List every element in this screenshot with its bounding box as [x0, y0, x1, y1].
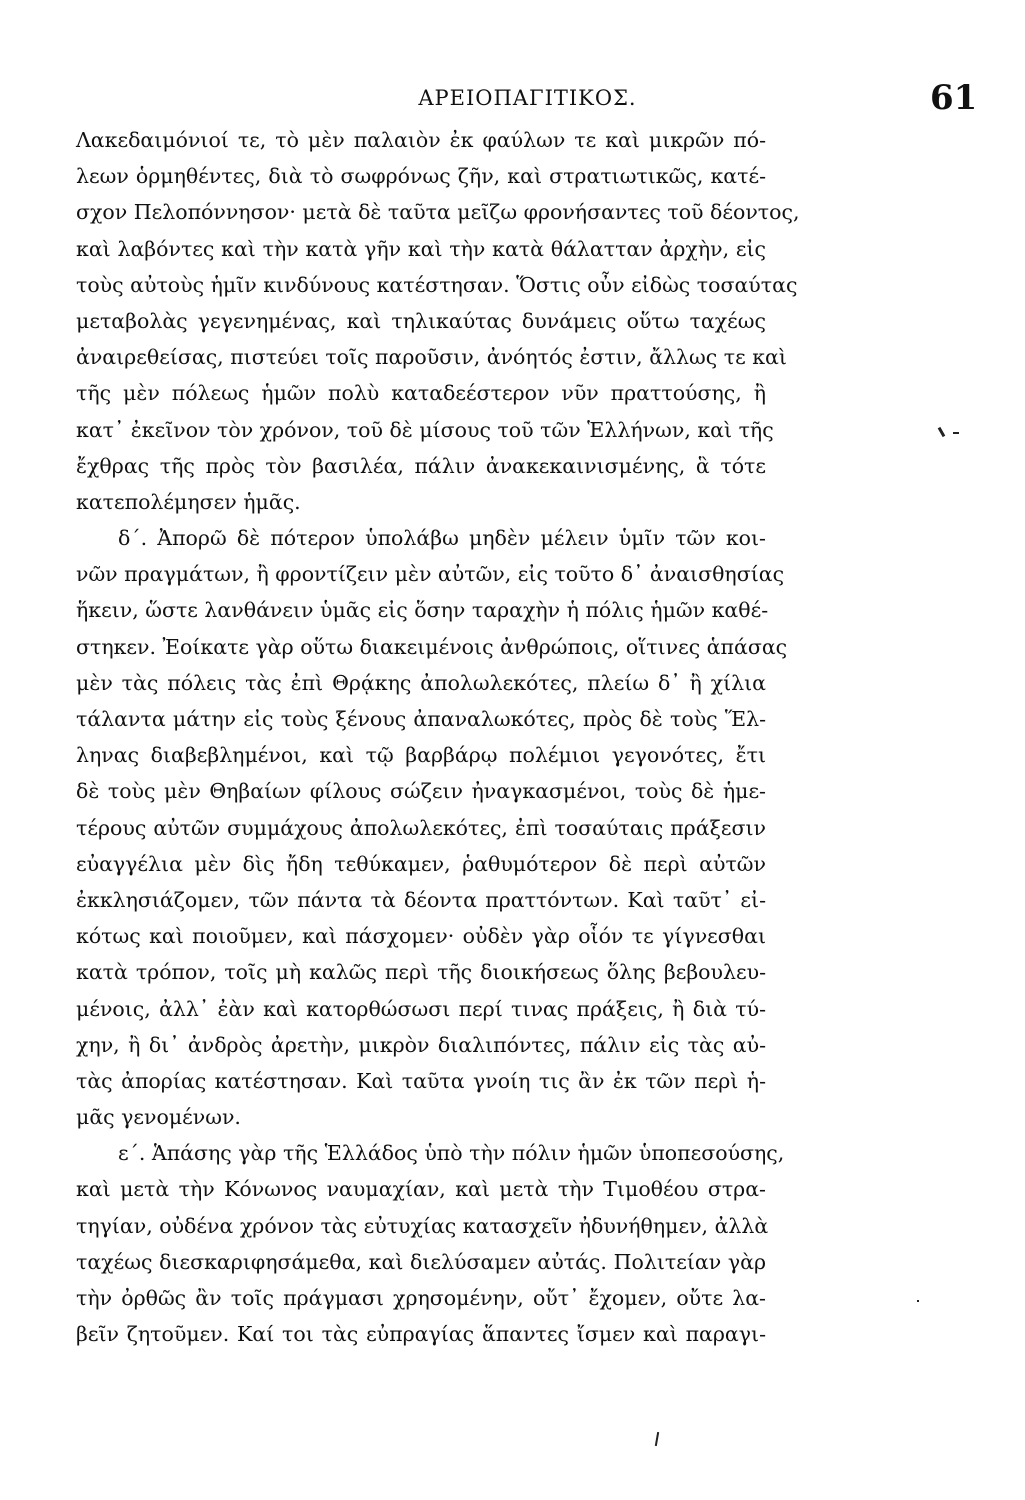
text-line: κατὰ τρόπον, τοῖς μὴ καλῶς περὶ τῆς διοικήσεως ὅλης βεβουλευ- — [76, 960, 766, 985]
margin-mark — [953, 432, 959, 434]
text-line: κατ᾽ ἐκεῖνον τὸν χρόνον, τοῦ δὲ μίσους τοῦ τῶν Ἑλλήνων, καὶ τῆς — [76, 417, 774, 442]
text-line: Λακεδαιμόνιοί τε, τὸ μὲν παλαιὸν ἐκ φαύλων τε καὶ μικρῶν πό- — [76, 128, 766, 152]
running-title: ΑΡΕΙΟΠΑΓΙΤΙΚΟΣ. — [418, 86, 637, 110]
page-number: 61 — [930, 78, 978, 118]
text-line: ταχέως διεσκαριφησάμεθα, καὶ διελύσαμεν αὐτάς. Πολιτείαν γὰρ — [76, 1249, 766, 1274]
body-text — [76, 122, 800, 1352]
text-line: δ΄. Ἀπορῶ δὲ πότερον ὑπολάβω μηδὲν μέλειν ὑμῖν τῶν κοι- — [118, 526, 766, 551]
margin-mark — [917, 1300, 919, 1302]
text-line: καὶ λαβόντες καὶ τὴν κατὰ γῆν καὶ τὴν κατὰ θάλατταν ἀρχὴν, εἰς — [76, 236, 766, 261]
text-line: μᾶς γενομένων. — [76, 1105, 241, 1130]
text-line: τάλαντα μάτην εἰς τοὺς ξένους ἀπαναλωκότες, πρὸς δὲ τοὺς Ἕλ- — [76, 707, 766, 731]
text-line: ἀναιρεθείσας, πιστεύει τοῖς παροῦσιν, ἀνόητός ἐστιν, ἄλλως τε καὶ — [76, 345, 787, 370]
text-line: κατεπολέμησεν ἡμᾶς. — [76, 489, 301, 514]
text-line: μὲν τὰς πόλεις τὰς ἐπὶ Θρᾴκης ἀπολωλεκότες, πλείω δ᾽ ἢ χίλια — [76, 670, 766, 695]
text-line: ἐκκλησιάζομεν, τῶν πάντα τὰ δέοντα πραττόντων. Καὶ ταῦτ᾽ εἰ- — [76, 887, 766, 912]
text-line: στηκεν. Ἐοίκατε γὰρ οὕτω διακειμένοις ἀνθρώποις, οἵτινες ἁπάσας — [76, 634, 788, 659]
text-line: κότως καὶ ποιοῦμεν, καὶ πάσχομεν· οὐδὲν γὰρ οἷόν τε γίγνεσθαι — [76, 924, 766, 949]
text-line: χην, ἢ δι᾽ ἀνδρὸς ἀρετὴν, μικρὸν διαλιπόντες, πάλιν εἰς τὰς αὐ- — [76, 1032, 766, 1057]
text-line: βεῖν ζητοῦμεν. Καί τοι τὰς εὐπραγίας ἅπαντες ἴσμεν καὶ παραγι- — [76, 1322, 766, 1347]
text-line: ε΄. Ἁπάσης γὰρ τῆς Ἑλλάδος ὑπὸ τὴν πόλιν ἡμῶν ὑποπεσούσης, — [118, 1141, 785, 1166]
text-line: ληνας διαβεβλημένοι, καὶ τῷ βαρβάρῳ πολέμιοι γεγονότες, ἔτι — [76, 743, 766, 768]
text-line: τέρους αὐτῶν συμμάχους ἀπολωλεκότες, ἐπὶ τοσαύταις πράξεσιν — [76, 815, 766, 840]
text-line: μεταβολὰς γεγενημένας, καὶ τηλικαύτας δυνάμεις οὕτω ταχέως — [76, 308, 766, 333]
text-line: εὐαγγέλια μὲν δὶς ἤδη τεθύκαμεν, ῥαθυμότερον δὲ περὶ αὐτῶν — [76, 851, 766, 876]
text-line: τὴν ὀρθῶς ἂν τοῖς πράγμασι χρησομένην, οὔτ᾽ ἔχομεν, οὔτε λα- — [76, 1286, 766, 1310]
text-line: νῶν πραγμάτων, ἢ φροντίζειν μὲν αὐτῶν, εἰς τοῦτο δ᾽ ἀναισθησίας — [76, 562, 785, 587]
text-line: τὰς ἀπορίας κατέστησαν. Καὶ ταῦτα γνοίη τις ἂν ἐκ τῶν περὶ ἡ- — [76, 1068, 766, 1093]
text-line: ἥκειν, ὥστε λανθάνειν ὑμᾶς εἰς ὅσην ταραχὴν ἡ πόλις ἡμῶν καθέ- — [76, 598, 769, 623]
text-line: σχον Πελοπόννησον· μετὰ δὲ ταῦτα μεῖζω φρονήσαντες τοῦ δέοντος, — [76, 200, 800, 225]
text-line: ἔχθρας τῆς πρὸς τὸν βασιλέα, πάλιν ἀνακεκαινισμένης, ἃ τότε — [76, 453, 766, 478]
text-line: καὶ μετὰ τὴν Κόνωνος ναυμαχίαν, καὶ μετὰ τὴν Τιμοθέου στρα- — [76, 1177, 766, 1202]
margin-mark — [938, 427, 946, 437]
text-line: μένοις, ἀλλ᾽ ἐὰν καὶ κατορθώσωσι περί τινας πράξεις, ἢ διὰ τύ- — [76, 996, 766, 1021]
text-line: δὲ τοὺς μὲν Θηβαίων φίλους σώζειν ἠναγκασμένοι, τοὺς δὲ ἡμε- — [76, 779, 766, 804]
text-line: τηγίαν, οὐδένα χρόνον τὰς εὐτυχίας κατασχεῖν ἠδυνήθημεν, ἀλλὰ — [76, 1213, 769, 1238]
text-line: τῆς μὲν πόλεως ἡμῶν πολὺ καταδεέστερον νῦν πραττούσης, ἢ — [76, 381, 766, 406]
text-line: τοὺς αὐτοὺς ἡμῖν κινδύνους κατέστησαν. Ὅστις οὖν εἰδὼς τοσαύτας — [76, 272, 798, 297]
margin-mark — [655, 1432, 659, 1446]
text-line: λεων ὁρμηθέντες, διὰ τὸ σωφρόνως ζῆν, καὶ στρατιωτικῶς, κατέ- — [76, 164, 766, 189]
